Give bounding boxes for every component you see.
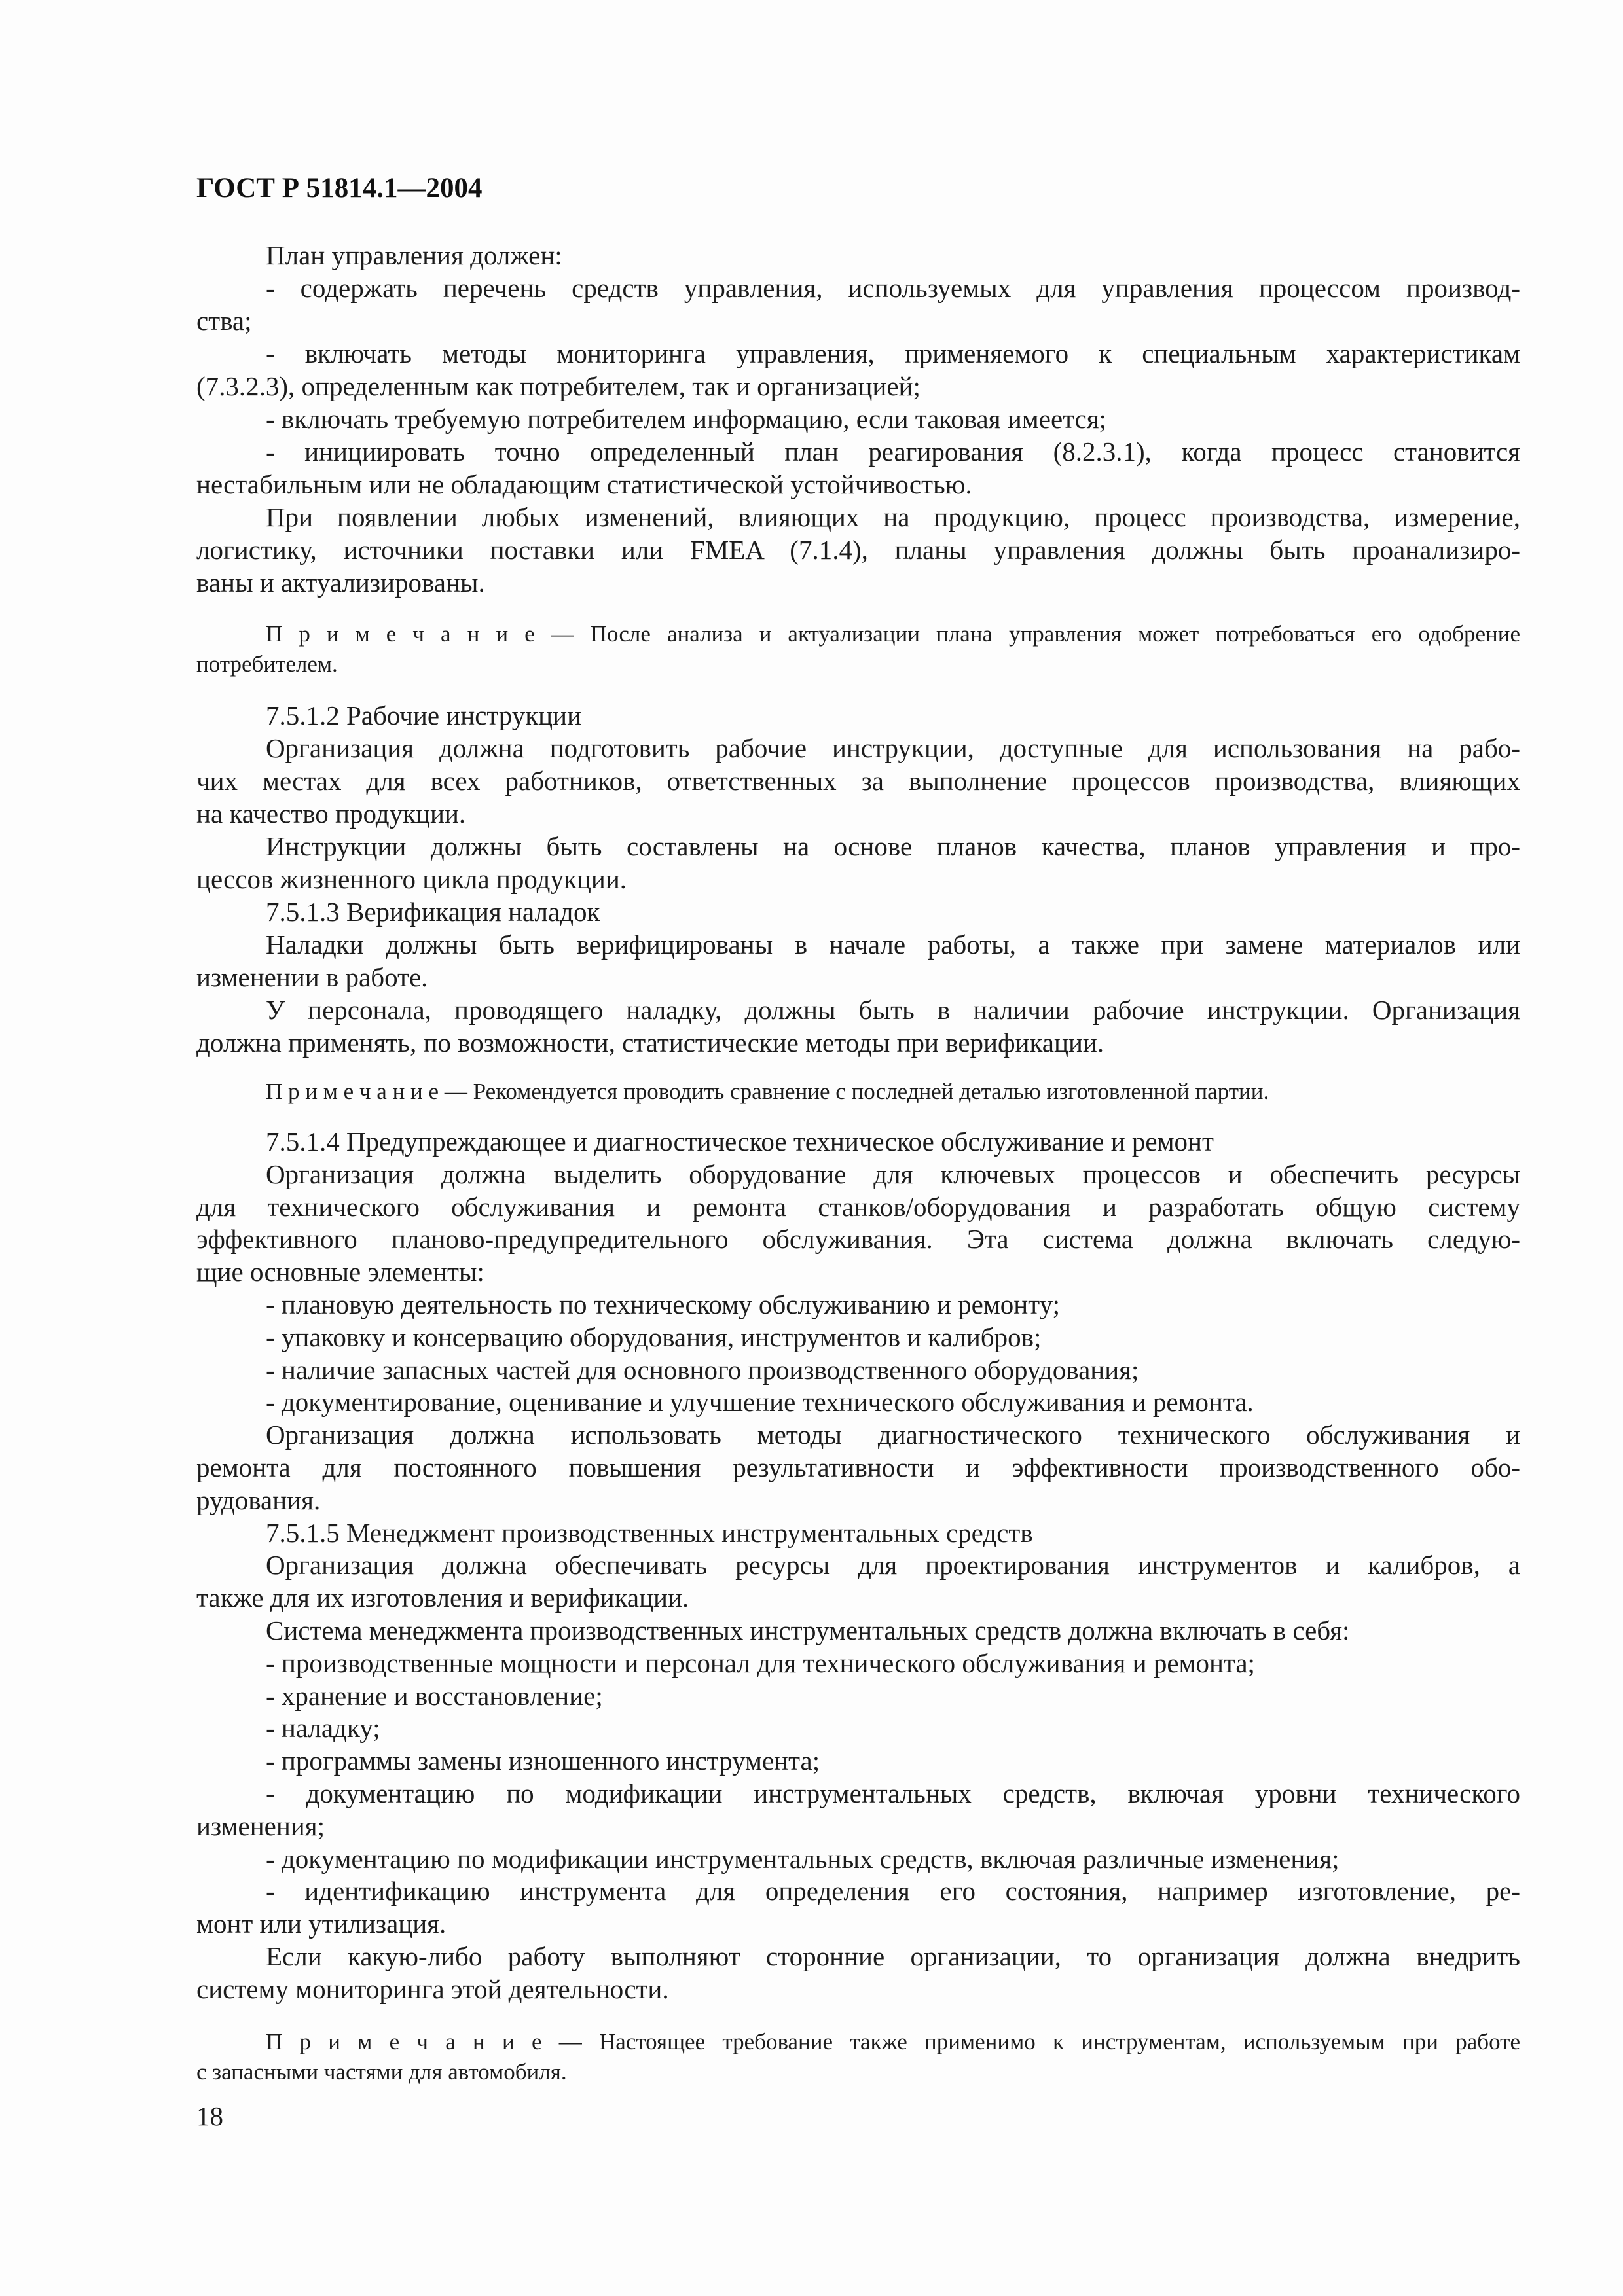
text-line: Организация должна обеспечивать ресурсы для проектирования инструментов и калибров, а [266, 1550, 1520, 1581]
list-item: - программы замены изношенного инструмента; [266, 1746, 820, 1776]
text-line: ваны и актуализированы. [196, 567, 485, 598]
list-item: - наличие запасных частей для основного производственного оборудования; [266, 1354, 1139, 1385]
note [196, 1077, 1520, 1107]
text-line: систему мониторинга этой деятельности. [196, 1973, 669, 2004]
note-line: с запасными частями для автомобиля. [196, 2059, 567, 2085]
text-line: для технического обслуживания и ремонта станков/оборудования и разработать общую систему [196, 1191, 1520, 1222]
text-line: - включать методы мониторинга управления, применяемого к специальным характеристикам [266, 338, 1520, 368]
text-line: на качество продукции. [196, 798, 466, 829]
text-line: эффективного планово-предупредительного обслуживания. Эта система должна включать следую- [196, 1224, 1520, 1255]
work-instructions-section [196, 699, 1520, 1059]
list-item: - идентификацию инструмента для определения его состояния, например изготовление, ре- [266, 1876, 1520, 1907]
page-number: 18 [196, 2101, 223, 2131]
text-line: рудования. [196, 1484, 321, 1515]
note-line: П р и м е ч а н и е — Настоящее требование также применимо к инструментам, используемым при работе [266, 2029, 1520, 2054]
note-line: потребителем. [196, 651, 338, 677]
list-item: - наладку; [266, 1713, 380, 1744]
text-line: - инициировать точно определенный план реагирования (8.2.3.1), когда процесс становится [266, 437, 1520, 467]
text-line: Инструкции должны быть составлены на основе планов качества, планов управления и про- [266, 831, 1520, 861]
list-item: - документирование, оценивание и улучшение технического обслуживания и ремонта. [266, 1387, 1254, 1418]
section-heading: 7.5.1.2 Рабочие инструкции [266, 700, 582, 730]
text-line: нестабильным или не обладающим статистической устойчивостью. [196, 469, 972, 499]
text-line: Если какую-либо работу выполняют сторонние организации, то организация должна внедрить [266, 1941, 1520, 1971]
text-line: План управления должен: [266, 240, 562, 270]
text-line: - включать требуемую потребителем информацию, если таковая имеется; [266, 404, 1107, 434]
note-line: П р и м е ч а н и е — После анализа и актуализации плана управления может потребоваться его одобрение [266, 621, 1520, 647]
list-item: - производственные мощности и персонал для технического обслуживания и ремонта; [266, 1647, 1255, 1678]
text-line: цессов жизненного цикла продукции. [196, 864, 627, 894]
list-item: - документацию по модификации инструментальных средств, включая различные изменения; [266, 1843, 1340, 1874]
text-line: Наладки должны быть верифицированы в начале работы, а также при замене материалов или [266, 929, 1520, 960]
list-item: - документацию по модификации инструментальных средств, включая уровни технического [266, 1778, 1520, 1808]
text-line: Организация должна подготовить рабочие инструкции, доступные для использования на рабо- [266, 733, 1520, 763]
text-line: также для их изготовления и верификации. [196, 1583, 689, 1613]
list-item: - плановую деятельность по техническому обслуживанию и ремонту; [266, 1289, 1060, 1319]
text-line: ства; [196, 306, 252, 336]
text-line: изменения; [196, 1810, 325, 1841]
text-line: ремонта для постоянного повышения результативности и эффективности производственного обо- [196, 1452, 1520, 1482]
text-line: При появлении любых изменений, влияющих на продукцию, процесс производства, измерение, [266, 502, 1520, 532]
text-line: Система менеджмента производственных инструментальных средств должна включать в себя: [266, 1615, 1350, 1645]
text-line: логистику, источники поставки или FMEA (7.1.4), планы управления должны быть проанализиро- [196, 535, 1520, 565]
text-line: У персонала, проводящего наладку, должны быть в наличии рабочие инструкции. Организация [266, 995, 1520, 1025]
text-line: Организация должна выделить оборудование для ключевых процессов и обеспечить ресурсы [266, 1158, 1520, 1189]
text-line: чих местах для всех работников, ответственных за выполнение процессов производства, влияющих [196, 766, 1520, 796]
control-plan-section [196, 239, 1520, 599]
text-line: Организация должна использовать методы диагностического технического обслуживания и [266, 1420, 1520, 1450]
note [196, 2027, 1520, 2087]
maintenance-and-tooling-section [196, 1126, 1520, 2006]
text-line: должна применять, по возможности, статистические методы при верификации. [196, 1028, 1104, 1058]
section-heading: 7.5.1.3 Верификация наладок [266, 897, 600, 927]
section-heading: 7.5.1.4 Предупреждающее и диагностическое техническое обслуживание и ремонт [266, 1126, 1214, 1157]
list-item: - хранение и восстановление; [266, 1680, 603, 1711]
text-line: щие основные элементы: [196, 1257, 484, 1287]
text-line: (7.3.2.3), определенным как потребителем, так и организацией; [196, 371, 921, 401]
text-line: - содержать перечень средств управления, используемых для управления процессом производ- [266, 273, 1520, 303]
text-line: изменении в работе. [196, 962, 428, 992]
note-line: П р и м е ч а н и е — Рекомендуется проводить сравнение с последней деталью изготовленной партии. [266, 1079, 1269, 1104]
document-designation: ГОСТ Р 51814.1—2004 [196, 173, 483, 204]
list-item: - упаковку и консервацию оборудования, инструментов и калибров; [266, 1321, 1042, 1352]
text-line: монт или утилизация. [196, 1909, 447, 1939]
section-heading: 7.5.1.5 Менеджмент производственных инструментальных средств [266, 1517, 1033, 1548]
note [196, 619, 1520, 679]
